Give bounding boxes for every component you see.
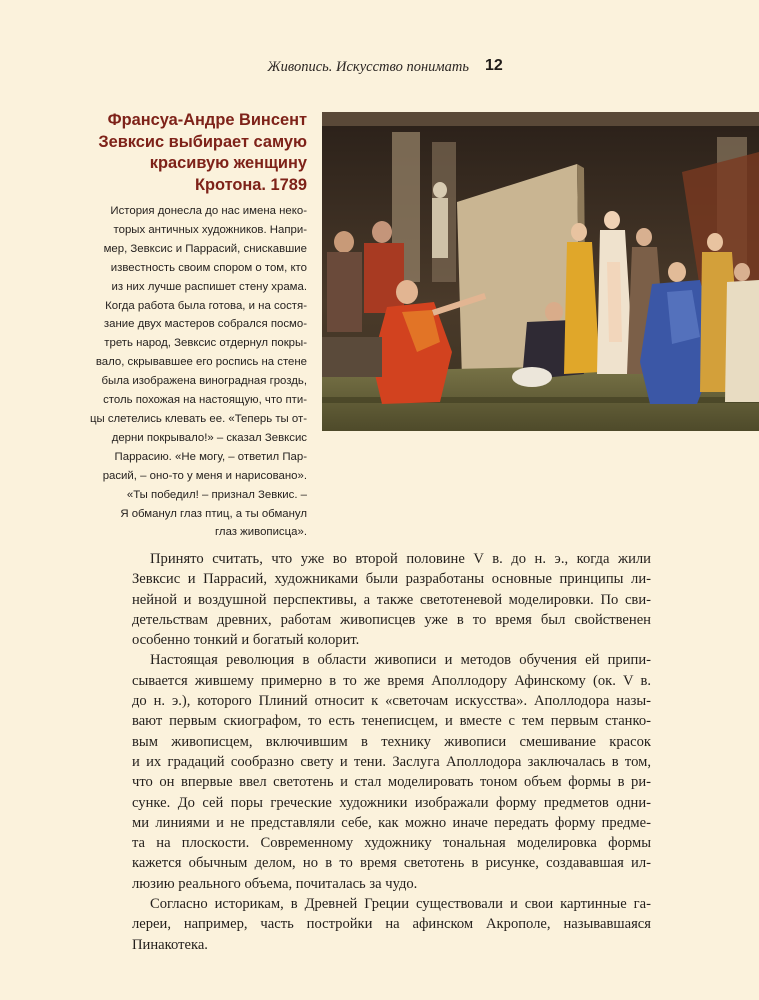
caption-body-line: столь похожая на настоящую, что пти- [103, 394, 307, 407]
text-line: что он впервые ввел светотень и стал моделировать тоном объем формы в ри- [132, 774, 651, 791]
text-line: до н. э.), которого Плиний относит к «светочам искусства». Аполлодора назы- [132, 693, 651, 710]
caption-title [70, 110, 307, 196]
text-line: ми линиями и не представляли себе, как можно иначе передать форму предме- [132, 814, 651, 831]
caption-body-line: дерни покрывало!» – сказал Зевксис [111, 431, 307, 444]
caption-body-line: известность своим спором о том, кто [110, 261, 307, 274]
text-line: особенно тонкий и богатый колорит. [132, 632, 360, 649]
text-line: вают первым скиографом, то есть тенеписцем, и вместе с тем первым станко- [132, 713, 651, 730]
caption-title-line: Кротона. 1789 [194, 175, 307, 194]
text-line: вым живописцем, включившим в технику живописи смешивание красок [132, 733, 651, 750]
caption-body-line: была изображена виноградная гроздь, [101, 375, 307, 388]
text-line: Согласно историкам, в Древней Греции существовали и свои картинные га- [150, 896, 651, 913]
caption-title-line: Зевксис выбирает самую [98, 132, 307, 151]
painting-illustration [322, 112, 759, 431]
painting-caption [70, 110, 307, 542]
text-line: Настоящая революция в области живописи и методов обучения ей припи- [150, 652, 651, 669]
caption-body-line: из них лучше распишет стену храма. [111, 280, 307, 293]
caption-body-line: Я обманул глаз птиц, а ты обманул [120, 507, 307, 520]
caption-body-line: глаз живописца». [215, 526, 307, 539]
text-line: кажется обычным делом, но в то время светотень в рисунке, создававшая ил- [132, 855, 651, 872]
caption-body-line: вало, скрывавшее его роспись на стене [95, 356, 307, 369]
caption-body-line: цы слетелись клевать ее. «Теперь ты от- [89, 412, 307, 425]
caption-title-line: красивую женщину [149, 154, 307, 172]
text-line: лереи, например, часть постройки на афинском Акрополе, называвшаяся [132, 916, 651, 933]
text-line: сунке. До сей поры греческие художники изображали форму предметов одни- [132, 794, 651, 811]
caption-title-line: Франсуа-Андре Винсент [107, 111, 307, 129]
caption-body-line: мер, Зевксис и Паррасий, снискавшие [103, 242, 307, 255]
text-line: Пинакотека. [132, 936, 208, 953]
text-line: Принято считать, что уже во второй половине V в. до н. э., когда жили [150, 551, 651, 567]
text-line: люзию реального объема, почиталась за чудо. [132, 875, 418, 892]
text-line: и их градаций сообразно свету и тени. Заслуга Аполлодора заключалась в том, [132, 753, 651, 770]
running-title: Живопись. Искусство понимать [267, 59, 469, 75]
caption-body-line: История донесла до нас имена неко- [110, 205, 307, 217]
caption-body-line: Паррасию. «Не могу, – ответил Пар- [114, 450, 307, 463]
caption-body-line: треть народ, Зевксис отдернул покры- [104, 337, 307, 350]
text-line: нейной и воздушной перспективы, а также светотеневой моделировки. По сви- [132, 591, 651, 608]
caption-body-line: расий, – оно-то у меня и нарисовано». [102, 469, 307, 482]
caption-body [70, 202, 307, 542]
text-line: сывается жившему примерно в то же время Аполлодору Афинскому (ок. V в. [132, 672, 651, 689]
text-line: Зевксис и Паррасий, художниками были разработаны основные принципы ли- [132, 571, 651, 588]
main-text [132, 549, 651, 955]
caption-body-line: торых античных художников. Напри- [113, 223, 307, 236]
caption-body-line: Когда работа была готова, и на состя- [105, 299, 307, 312]
text-line: детельствам древних, работам живописцев уже в то время был свойственен [132, 611, 651, 628]
painting-image [322, 112, 759, 431]
caption-body-line: «Ты победил! – признал Зевкис. – [126, 488, 307, 501]
caption-body-line: зание двух мастеров собрался посмо- [103, 318, 307, 331]
page-number: 12 [485, 57, 503, 74]
text-line: та на плоскости. Современному художнику тональная моделировка формы [132, 835, 651, 852]
